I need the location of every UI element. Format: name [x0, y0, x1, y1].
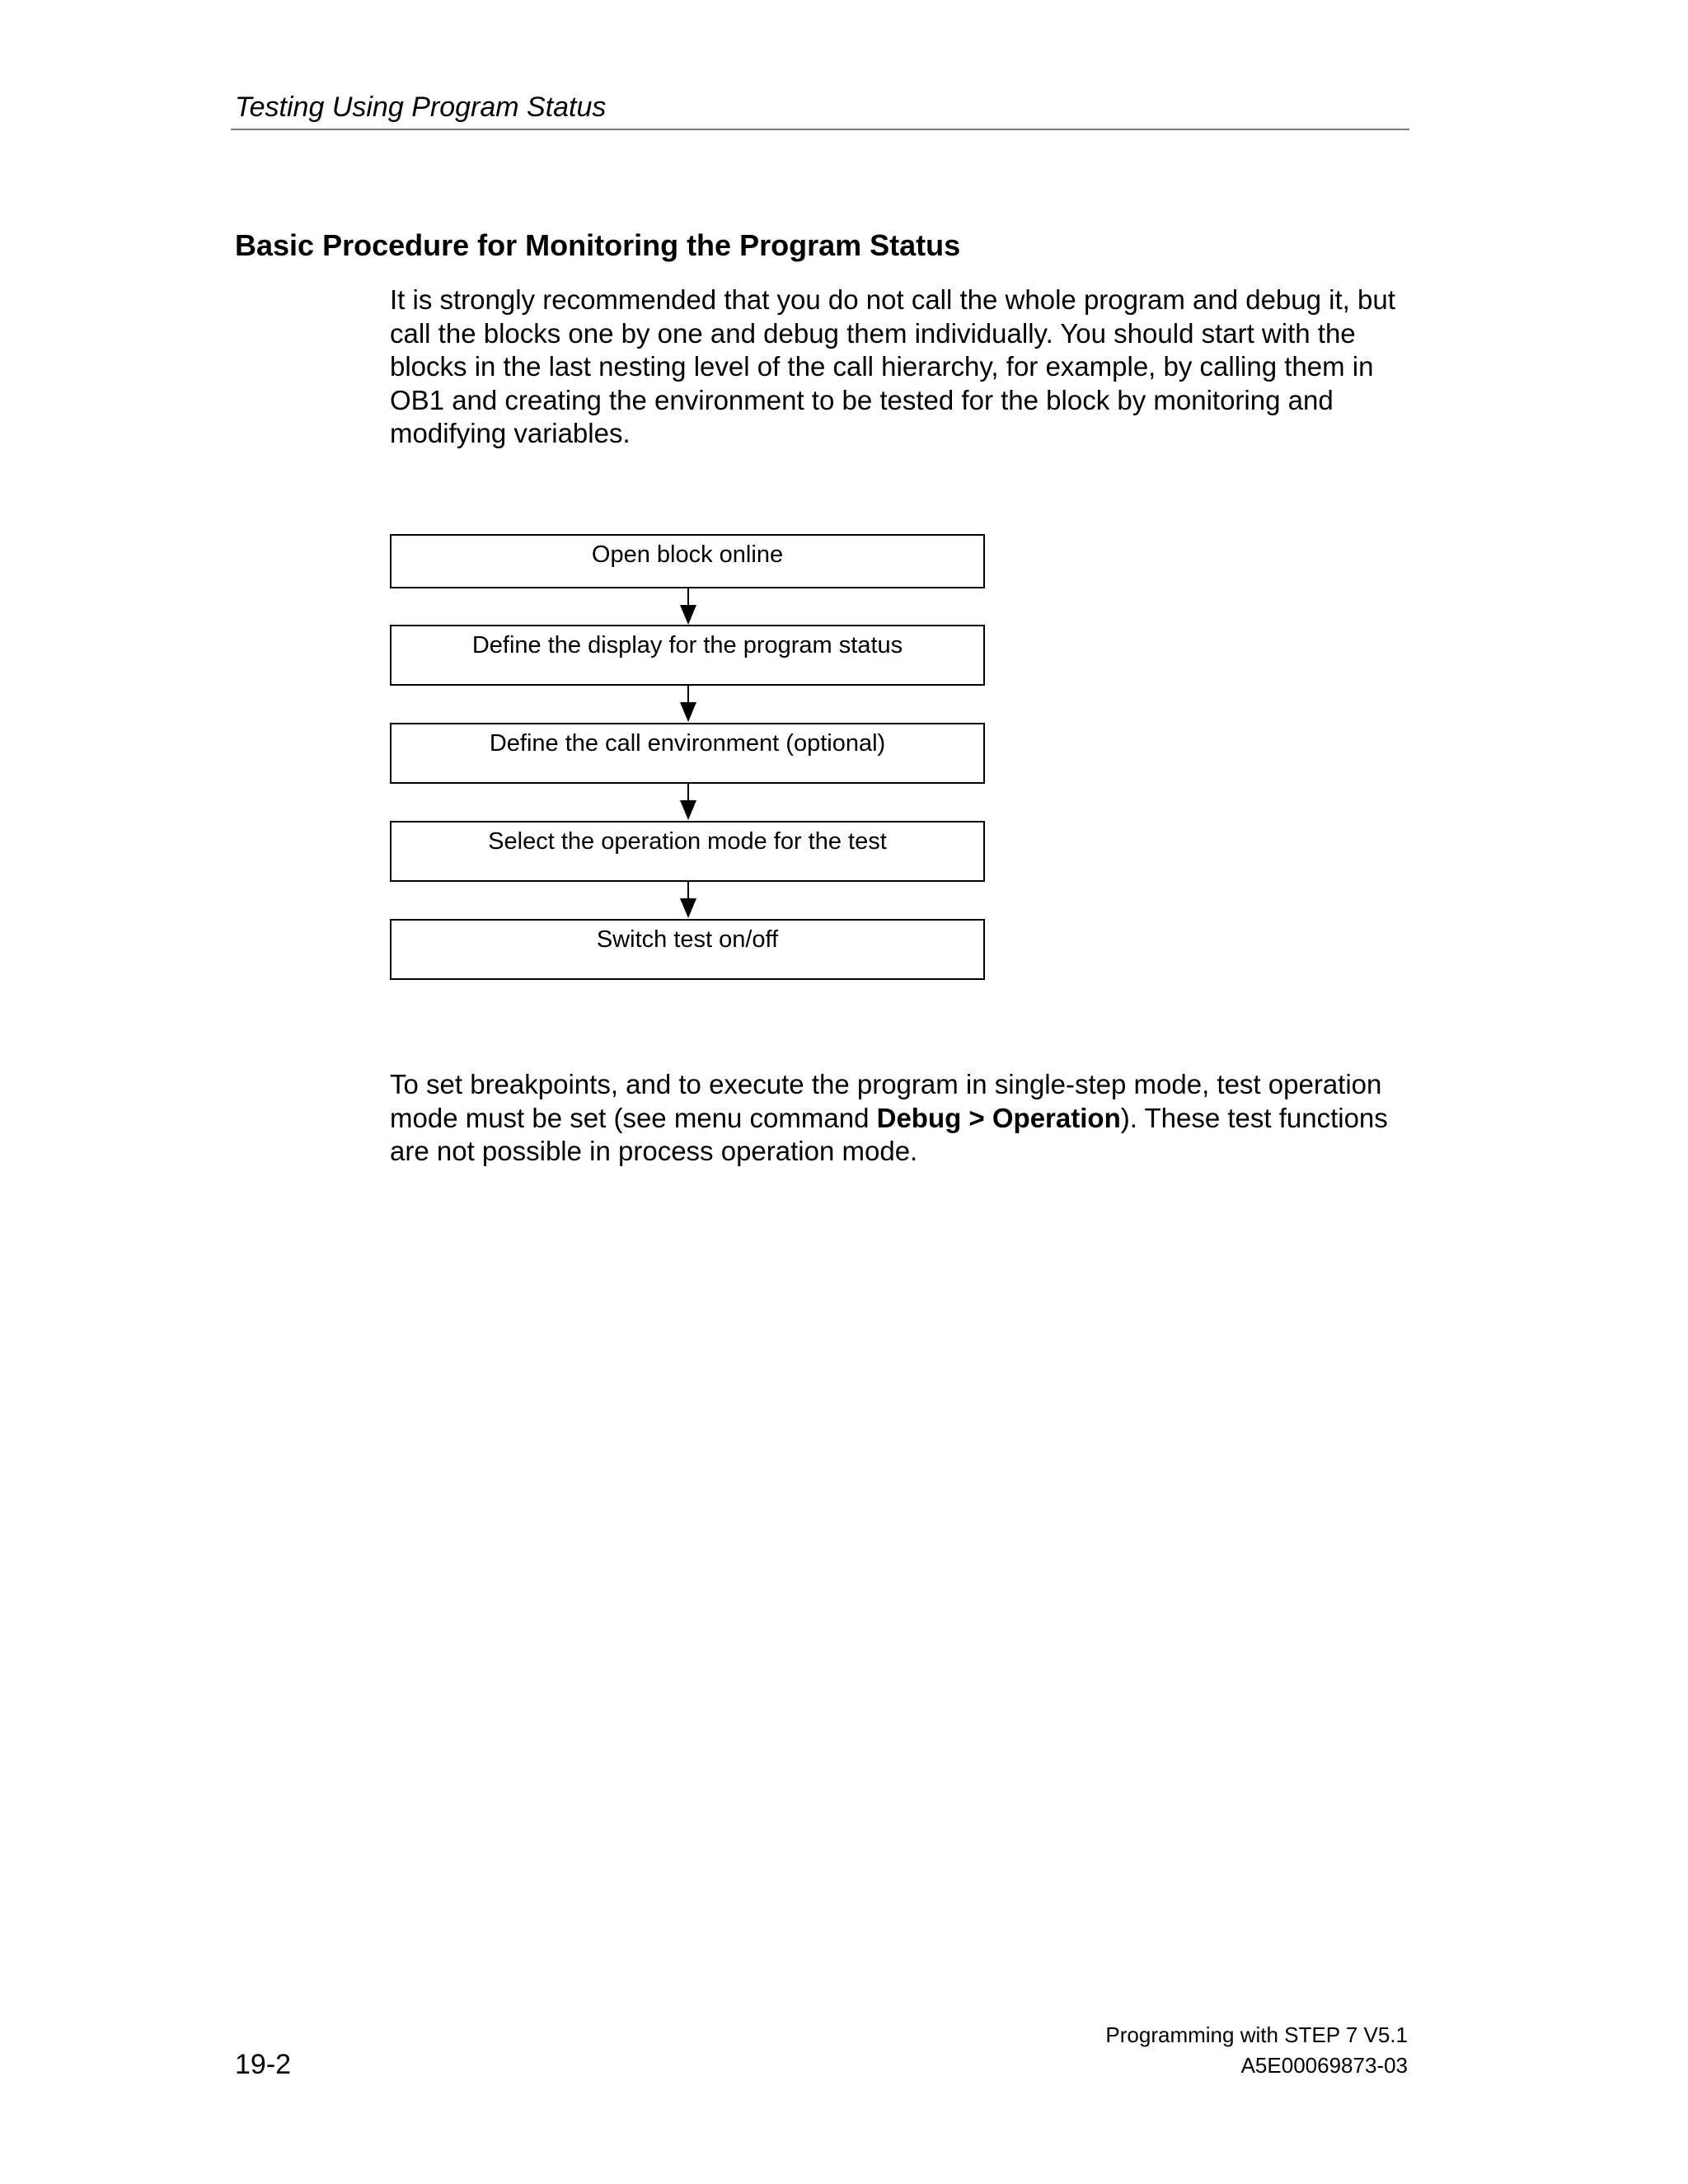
- page-number: 19-2: [235, 2049, 292, 2080]
- footer-manual-title: Programming with STEP 7 V5.1: [1105, 2022, 1408, 2047]
- footer-document-id: A5E00069873-03: [1240, 2053, 1408, 2078]
- running-header: Testing Using Program Status: [235, 91, 607, 123]
- flow-step-label: Open block online: [591, 541, 784, 568]
- down-arrow-icon: [678, 587, 698, 626]
- menu-command: Debug > Operation: [876, 1102, 1121, 1133]
- flow-step-define-call-environment: [390, 723, 985, 784]
- down-arrow-icon: [678, 880, 698, 920]
- down-arrow-icon: [678, 684, 698, 724]
- closing-text-after: ). These test functions are not possible in process operation mode.: [390, 1102, 1388, 1166]
- section-title: Basic Procedure for Monitoring the Program Status: [235, 228, 961, 262]
- procedure-flowchart: [390, 534, 985, 983]
- closing-paragraph: [390, 1068, 1416, 1169]
- flow-step-label: Select the operation mode for the test: [488, 828, 887, 855]
- flow-step-label: Switch test on/off: [596, 926, 779, 953]
- flow-step-label: Define the display for the program status: [471, 632, 903, 658]
- flow-step-open-block: [390, 534, 985, 588]
- down-arrow-icon: [678, 782, 698, 822]
- flow-step-switch-test: [390, 919, 985, 980]
- closing-text-before: To set breakpoints, and to execute the program in single-step mode, test operation mode must be set (see menu command: [390, 1069, 1382, 1133]
- header-rule: [231, 129, 1409, 130]
- intro-paragraph: It is strongly recommended that you do not call the whole program and debug it, but call the blocks one by one and debug them individually. You should start with the blocks in the last nesting level of the call hierarchy, for example, by calling them in OB1 and creating the environment to be tested for the block by monitoring and modifying variables.: [390, 284, 1395, 448]
- flow-step-select-operation-mode: [390, 821, 985, 882]
- flow-step-define-display: [390, 625, 985, 686]
- flow-step-label: Define the call environment (optional): [489, 730, 886, 757]
